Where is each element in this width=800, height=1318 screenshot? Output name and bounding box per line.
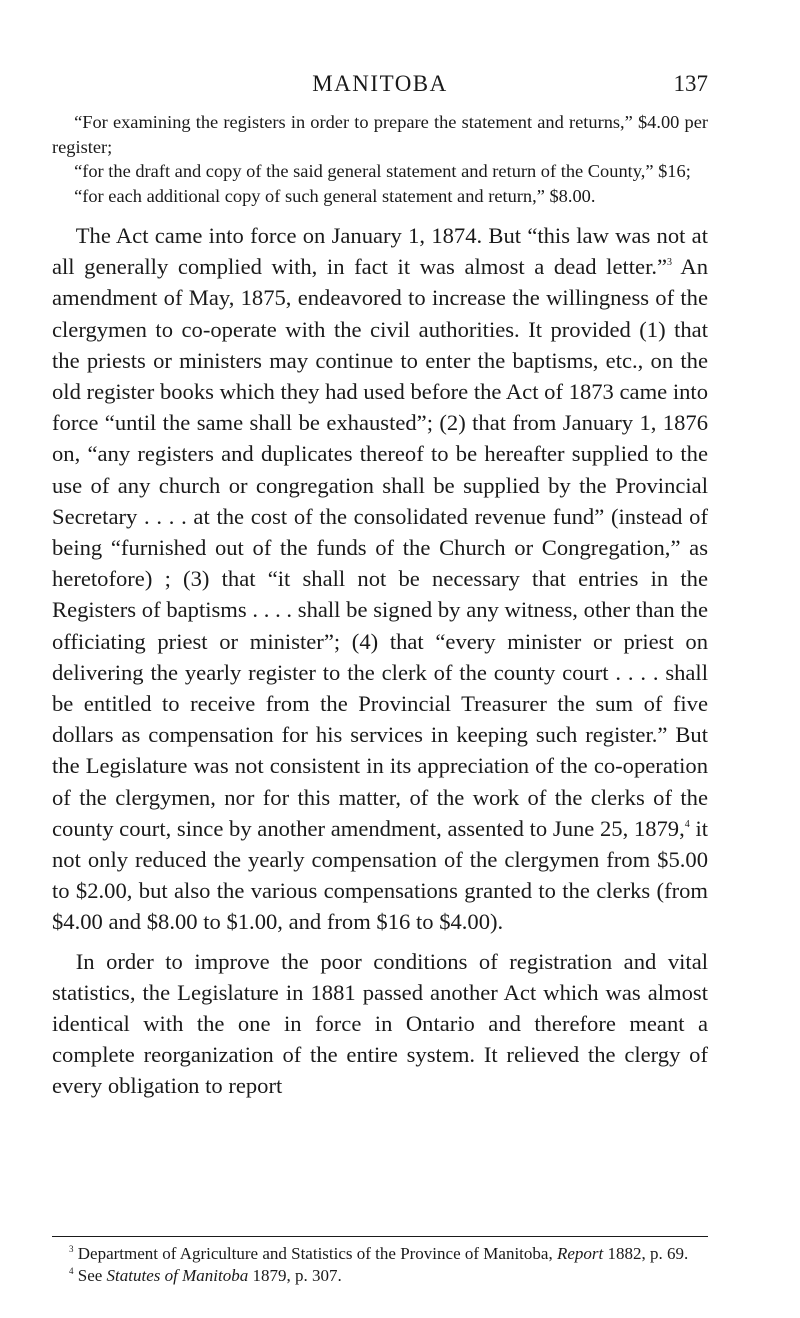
running-title: MANITOBA	[312, 71, 448, 96]
paragraph-1-part-a: The Act came into force on January 1, 1874. But “this law was not at all generally complied with, in fact it was almost a dead letter.”	[52, 223, 708, 280]
footnote-4-title: Statutes of Manitoba	[106, 1266, 249, 1285]
quote-line-1: “For examining the registers in order to prepare the statement and returns,” $4.00 per register;	[52, 112, 708, 157]
footnote-ref-4: 4	[684, 818, 690, 830]
footnote-3-text-a: Department of Agriculture and Statistics of the Province of Manitoba,	[73, 1244, 557, 1263]
footnote-divider	[52, 1236, 708, 1237]
body-text	[52, 220, 708, 1102]
paragraph-1-part-b: An amendment of May, 1875, endeavored to increase the willingness of the clergymen to co-operate with the civil authorities. It provided (1) that the priests or ministers may continue to enter the baptisms, etc., on the old register books which they had used before the Act of 1873 came into force “until the same shall be exhausted”; (2) that from January 1, 1876 on, “any registers and duplicates thereof to be hereafter supplied to the use of any church or congregation shall be supplied by the Provincial Secretary . . . . at the cost of the consolidated revenue fund” (instead of being “furnished out of the funds of the Church or Congregation,” as heretofore) ; (3) that “it shall not be necessary that entries in the Registers of baptisms . . . . shall be signed by any witness, other than the officiating priest or minister”; (4) that “every minister or priest on delivering the yearly register to the clerk of the county court . . . . shall be entitled to receive from the Provincial Treasurer the sum of five dollars as compensation for his services in keeping such register.” But the Legislature was not consistent in its appreciation of the co-operation of the clergymen, nor for this matter, of the work of the clerks of the county court, since by another amendment, assented to June 25, 1879,	[52, 254, 708, 841]
footnotes	[52, 1243, 708, 1287]
footnote-4-mark: 4	[69, 1266, 74, 1276]
book-page	[52, 0, 708, 1285]
footnote-3	[52, 1243, 708, 1265]
footnote-3-mark: 3	[69, 1244, 74, 1254]
fee-quote-block	[52, 110, 708, 208]
footnote-3-title: Report	[556, 1244, 604, 1263]
footnote-4-text-a: See	[73, 1266, 107, 1285]
quote-line-3: “for each additional copy of such general statement and return,” $8.00.	[74, 185, 596, 206]
footnote-3-text-b: 1882, p. 69.	[603, 1244, 689, 1263]
quote-line-2: “for the draft and copy of the said general statement and return of the County,” $16;	[74, 161, 691, 181]
paragraph-1-part-c: it not only reduced the yearly compensation of the clergymen from $5.00 to $2.00, but also the various compensations granted to the clerks (from $4.00 and $8.00 to $1.00, and from $16 to $4.00).	[52, 815, 708, 935]
page-number: 137	[673, 71, 708, 96]
running-head	[52, 0, 708, 110]
footnote-4	[52, 1265, 708, 1287]
paragraph-1	[52, 220, 708, 938]
paragraph-2: In order to improve the poor conditions of registration and vital statistics, the Legislature in 1881 passed another Act which was almost identical with the one in force in Ontario and therefore meant a complete reorganization of the entire system. It relieved the clergy of every obligation to report	[52, 948, 708, 1099]
footnote-4-text-b: 1879, p. 307.	[248, 1266, 342, 1285]
footnote-ref-3: 3	[667, 257, 673, 269]
